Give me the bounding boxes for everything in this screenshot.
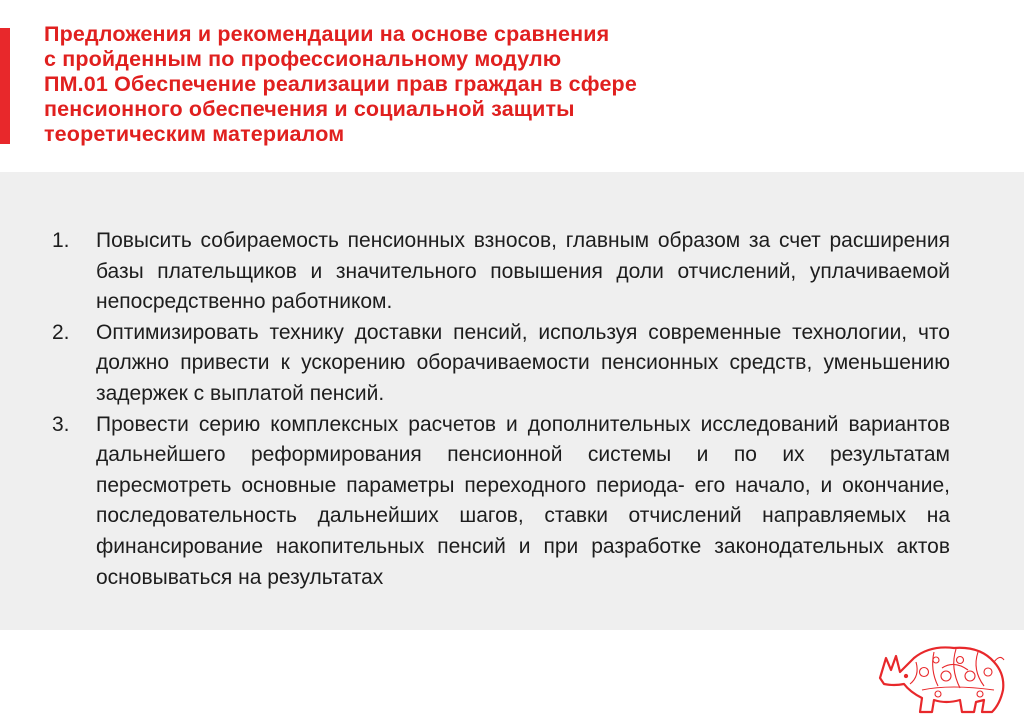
item-text: Повысить собираемость пенсионных взносов, главным образом за счет расширения базы плательщиков и значительного повышения доли отчислений, уплачиваемой непосредственно работником. [96,229,950,314]
item-text: Оптимизировать технику доставки пенсий, используя современные технологии, что должно привести к ускорению оборачиваемости пенсионных средств, уменьшению задержек с выплатой пенсий. [96,320,950,405]
accent-bar [0,28,10,144]
slide-title [44,22,924,147]
rhino-icon [876,636,1010,716]
title-line: теоретическим материалом [44,122,345,146]
item-text: Провести серию комплексных расчетов и дополнительных исследований вариантов дальнейшего реформирования пенсионной системы и по их результатам пересмотреть основные параметры переходного периода- его начало, и окончание, последовательность дальнейших шагов, ставки отчислений направляемых на финансирование накопительных пенсий и при разработке законодательных актов основываться на результатах [96,412,950,589]
item-number: 3. [52,412,70,436]
list-item [52,318,950,410]
recommendations-list [52,226,950,593]
list-item [52,226,950,318]
title-line: ПМ.01 Обеспечение реализации прав граждан в сфере [44,72,637,96]
title-line: с пройденным по профессиональному модулю [44,47,562,71]
title-line: Предложения и рекомендации на основе сравнения [44,22,610,46]
list-item [52,410,950,594]
item-number: 1. [52,229,70,252]
title-line: пенсионного обеспечения и социальной защиты [44,97,575,121]
item-number: 2. [52,320,70,344]
